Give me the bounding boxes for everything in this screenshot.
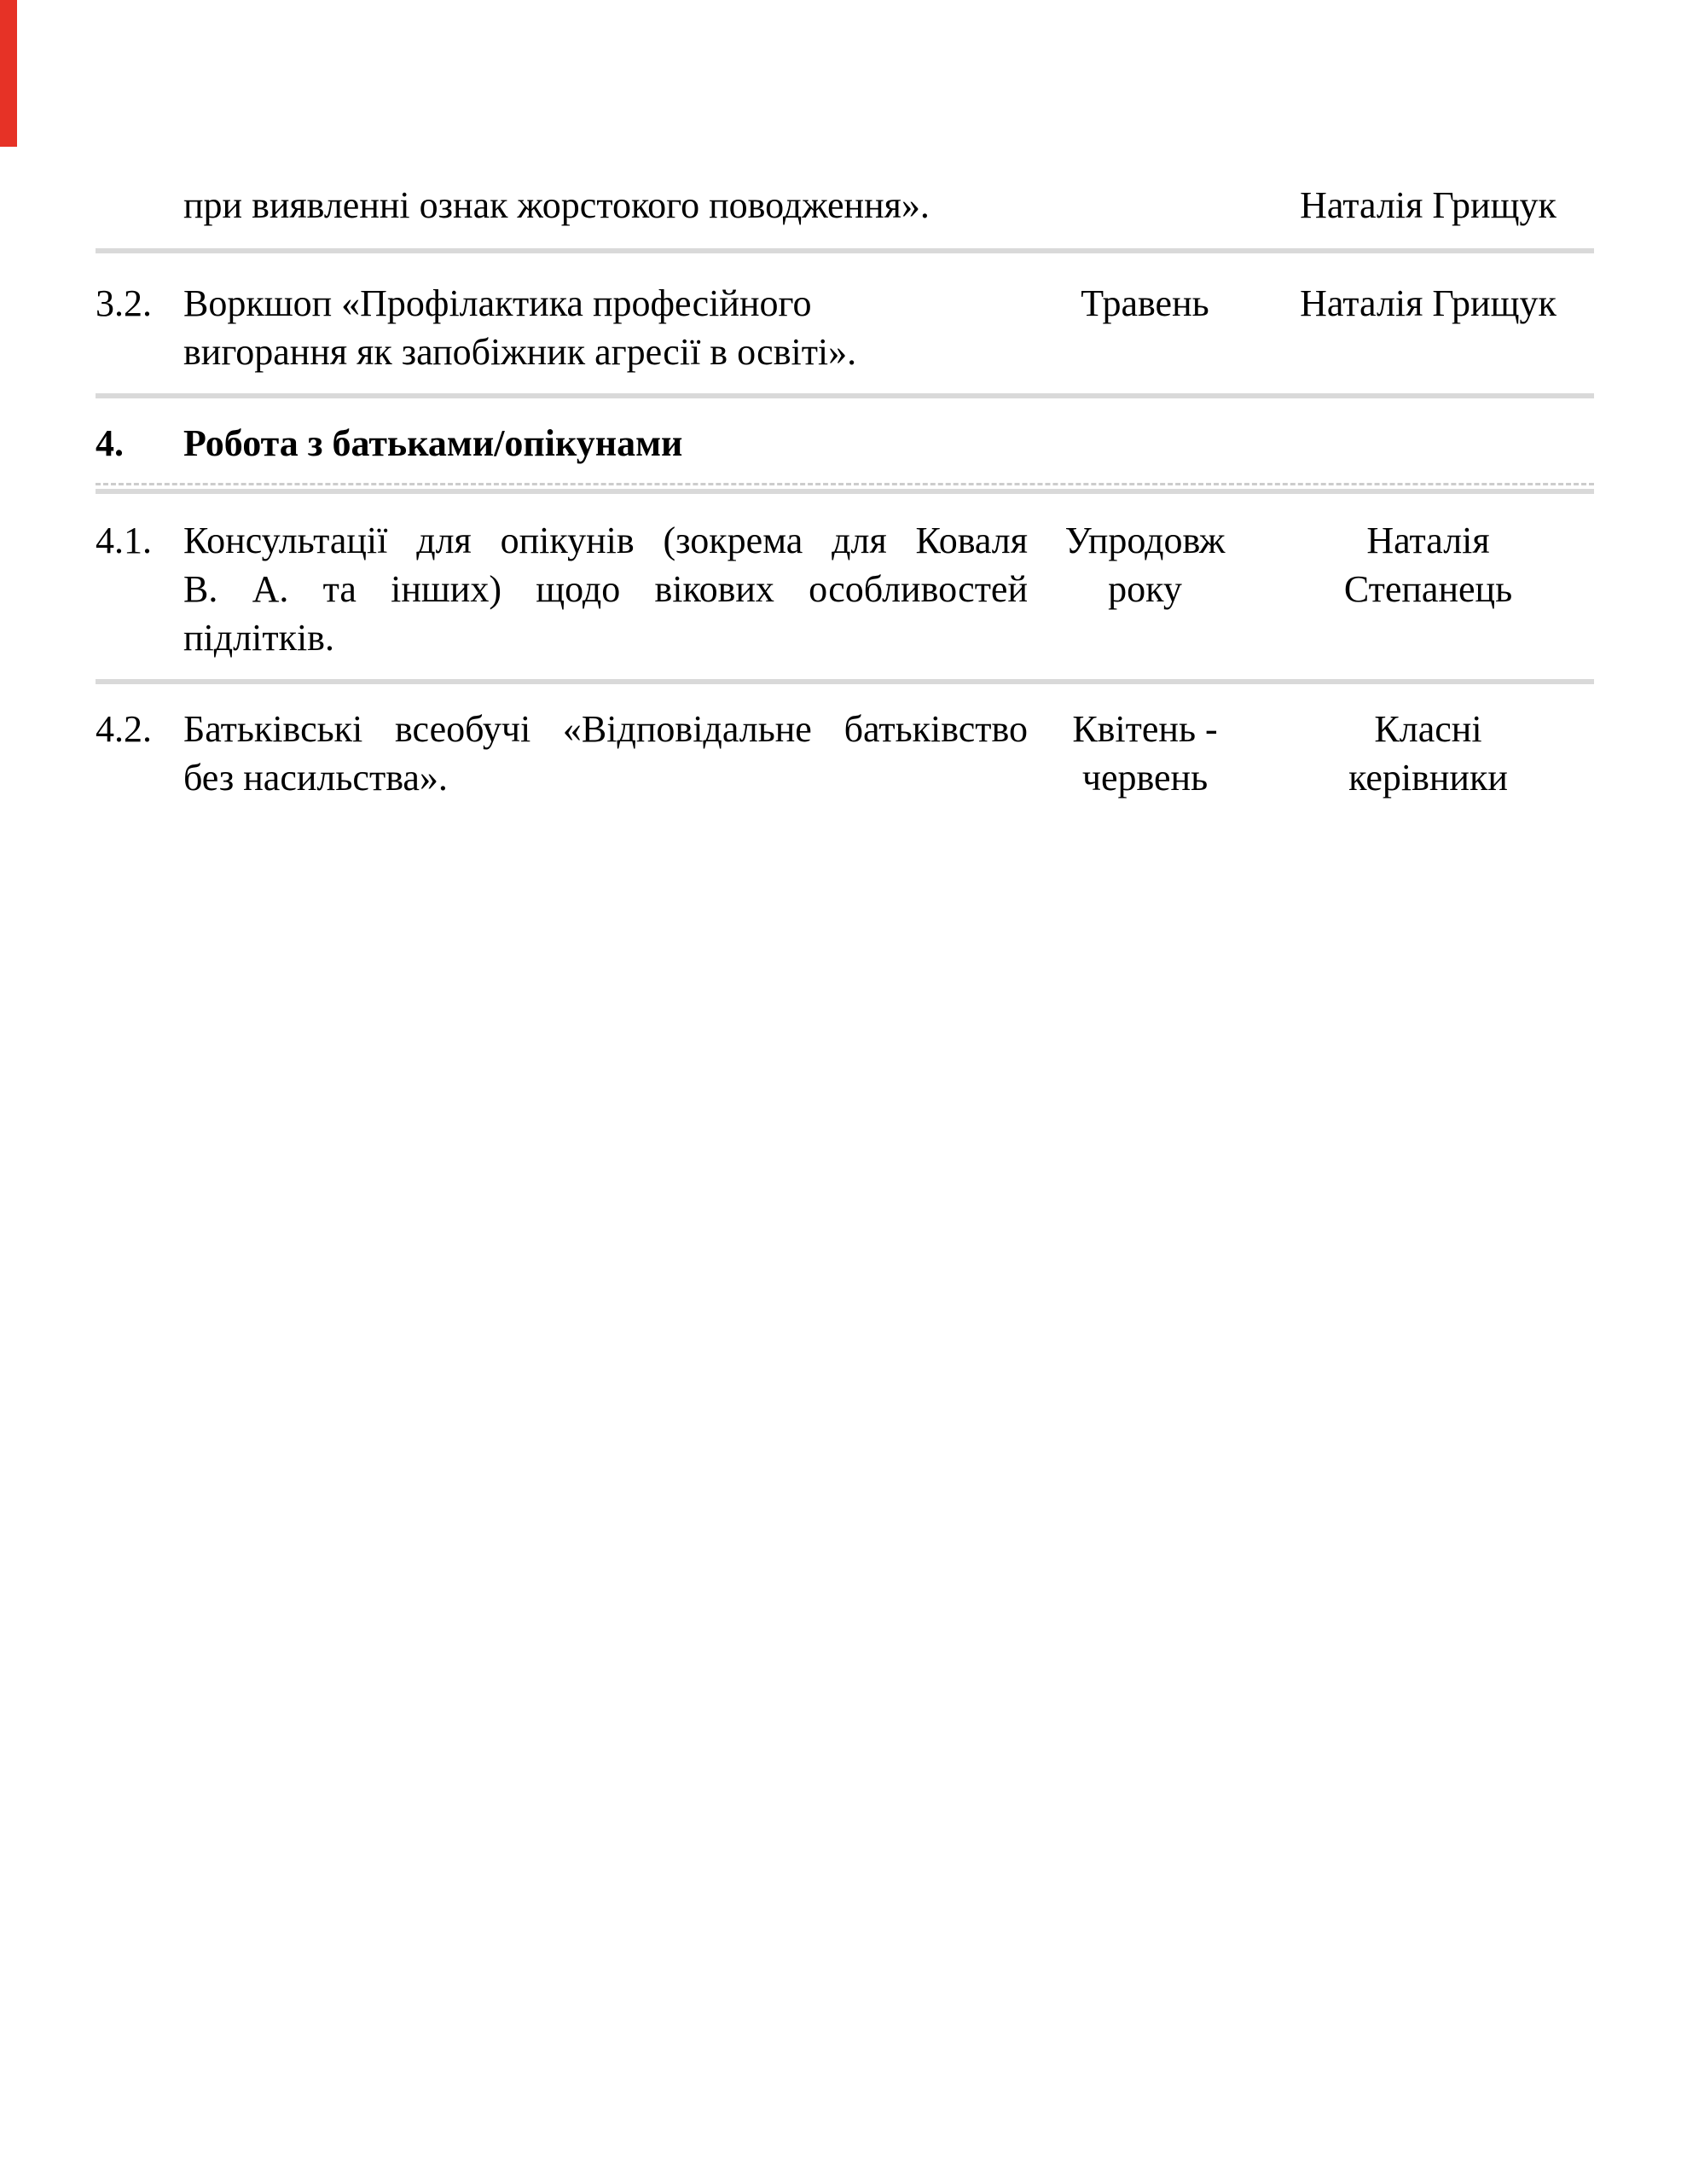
row-number [96,181,183,182]
row-number: 3.2. [96,282,152,324]
responsible-line: Степанець [1343,568,1513,610]
table-row [96,684,1594,853]
responsible-cell [1262,279,1594,328]
period-line: Квітень - [1072,708,1218,750]
table-row [96,253,1594,393]
task-line: підлітків. [183,617,334,659]
section-heading-row [96,398,1594,483]
responsible-line: Наталія Грищук [1300,184,1557,226]
period-cell [1028,181,1262,182]
task-line: В. А. та інших) щодо вікових особливостей [183,568,1028,610]
task-cell [183,181,1028,229]
responsible-line: Класні [1374,708,1482,750]
period-line: Упродовж [1064,520,1226,561]
task-line: без насильства». [183,757,448,799]
responsible-cell [1262,181,1594,229]
row-number: 4.2. [96,708,152,750]
section-number: 4. [96,422,124,464]
responsible-line: Наталія [1366,520,1490,561]
task-line: при виявленні ознак жорстокого поводження». [183,184,930,226]
responsible-line: Наталія Грищук [1300,282,1557,324]
plan-table [0,0,1687,853]
task-line: вигорання як запобіжник агресії в освіті». [183,331,857,373]
table-row [96,494,1594,679]
task-cell [183,516,1028,662]
table-row [96,0,1594,248]
responsible-cell [1262,516,1594,613]
responsible-cell [1262,705,1594,802]
period-cell [1028,516,1262,613]
period-line: червень [1081,757,1209,799]
section-heading: Робота з батьками/опікунами [183,422,683,464]
task-line: Воркшоп «Профілактика професійного [183,282,812,324]
task-line: Батьківські всеобучі «Відповідальне батьківство [183,708,1028,750]
task-line: Консультації для опікунів (зокрема для Коваля [183,520,1028,561]
row-number: 4.1. [96,520,152,561]
responsible-line: керівники [1348,757,1508,799]
period-cell [1028,279,1262,328]
period-cell [1028,705,1262,802]
period-line: року [1108,568,1182,610]
task-cell [183,705,1028,802]
period-line: Травень [1081,282,1209,324]
task-cell [183,279,1028,376]
table-gridline-dashed [96,483,1594,485]
